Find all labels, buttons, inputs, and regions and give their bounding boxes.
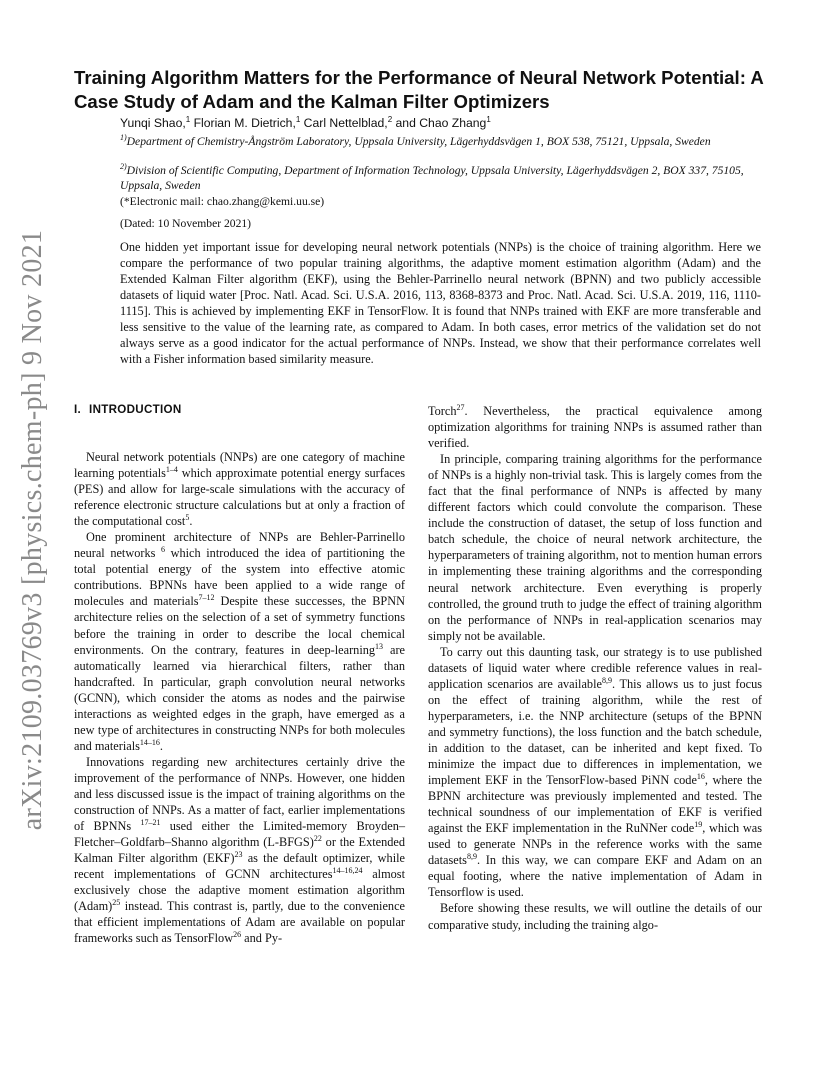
body-paragraph bbox=[428, 451, 762, 644]
author-list bbox=[120, 115, 491, 130]
paragraph-text: In principle, comparing training algorithms for the performance of NNPs is a highly non-trivial task. This is largely comes from the fact that the final performance of NNPs is affected by many different factors which could convolute the comparison. These include the construction of dataset, the setup of loss function and batch schedule, the choice of neural network architecture, the hyperparameters of training algorithm, not to mention human errors in implementing these training algorithms and the corresponding neural network architecture. Even everything is properly controlled, the ground truth to judge the effect of training algorithm on the performance of NNPs in real-application scenarios may simply not be available. bbox=[428, 452, 762, 643]
citation-superscript: 23 bbox=[234, 850, 243, 860]
author-affil-mark: 2 bbox=[387, 115, 393, 124]
abstract: One hidden yet important issue for developing neural network potentials (NNPs) is the choice of training algorithm. Here we compare the performance of two popular training algorithms, the adaptive moment estimation algorithm (Adam) and the Extended Kalman Filter algorithm (EKF), using the Behler-Parrinello neural network (BPNN) and two publicly accessible datasets of liquid water [Proc. Natl. Acad. Sci. U.S.A. 2016, 113, 8368-8373 and Proc. Natl. Acad. Sci. U.S.A. 2019, 116, 1110-1115]. This is achieved by implementing EKF in TensorFlow. It is found that NNPs trained with EKF are more transferable and less sensitive to the value of the learning rate, as compared to Adam. In both cases, error metrics of the validation set do not always serve as a good indicator for the actual performance of NNPs. Instead, we show that their performance correlates well with a Fisher information based similarity measure. bbox=[120, 240, 761, 366]
citation-superscript: 19 bbox=[694, 820, 703, 830]
arxiv-identifier-stamp bbox=[12, 229, 54, 831]
citation-superscript: 13 bbox=[375, 641, 384, 651]
paragraph-text: , which was used to generate NNPs in the reference works with the same datasets bbox=[428, 821, 762, 868]
body-paragraph bbox=[428, 403, 762, 451]
left-column-body bbox=[74, 449, 405, 946]
author-affil-mark: 1 bbox=[185, 115, 191, 124]
corresponding-email: (*Electronic mail: chao.zhang@kemi.uu.se) bbox=[120, 195, 325, 208]
paper-title: Training Algorithm Matters for the Performance of Neural Network Potential: A Case Study of Adam and the Kalman Filter Optimizers bbox=[74, 67, 764, 112]
paragraph-text: which introduced the idea of partitioning the total potential energy of the system into effective atomic contributions. BPNNs have been applied to a wide range of molecules and materials bbox=[74, 546, 405, 609]
body-paragraph bbox=[428, 644, 762, 901]
right-column-body bbox=[428, 403, 762, 933]
citation-superscript: 16 bbox=[696, 771, 705, 781]
paragraph-text: To carry out this daunting task, our strategy is to use published datasets of liquid water where credible reference values in real-application scenarios are available bbox=[428, 644, 762, 691]
section-heading bbox=[74, 402, 405, 418]
body-paragraph bbox=[428, 900, 762, 932]
paragraph-text: Neural network potentials (NNPs) are one category of machine learning potentials bbox=[74, 450, 405, 481]
affiliation-mark: 2) bbox=[120, 162, 127, 171]
citation-superscript: 8,9 bbox=[466, 852, 477, 862]
affiliation-text: Division of Scientific Computing, Department of Information Technology, Uppsala University, Lägerhyddsvägen 2, BOX 337, 75105, Uppsala, Sweden bbox=[120, 163, 744, 193]
citation-superscript: 17–21 bbox=[140, 817, 161, 827]
paragraph-text: . Nevertheless, the practical equivalence among optimization algorithms for training NNPs is assumed rather than verified. bbox=[428, 404, 762, 451]
author-name: and Chao Zhang bbox=[392, 116, 487, 131]
paragraph-text: which approximate potential energy surfaces (PES) and allow for large-scale simulations with the accuracy of reference electronic structure calculations but at only a fraction of the computational cost bbox=[74, 466, 405, 529]
citation-superscript: 1–4 bbox=[165, 464, 178, 474]
affiliation-2 bbox=[120, 159, 770, 194]
paragraph-text: Torch bbox=[428, 404, 457, 418]
paragraph-text: and Py- bbox=[241, 931, 283, 946]
paragraph-text: . bbox=[159, 738, 163, 753]
paragraph-text: almost exclusively chose the adaptive moment estimation algorithm (Adam) bbox=[74, 867, 405, 914]
paragraph-text: Innovations regarding new architectures certainly drive the improvement of the performance of NNPs. However, one hidden and less discussed issue is the impact of training algorithms on the construction of NNPs. As a matter of fact, earlier implementations of BPNNs bbox=[74, 754, 405, 834]
citation-superscript: 26 bbox=[233, 930, 242, 940]
affiliation-1 bbox=[120, 130, 770, 149]
citation-superscript: 27 bbox=[456, 402, 465, 412]
paragraph-text: used either the Limited-memory Broyden–Fletcher–Goldfarb–Shanno algorithm (L-BFGS) bbox=[74, 819, 405, 850]
author-affil-mark: 1 bbox=[486, 115, 491, 124]
paragraph-text: as the default optimizer, while recent implementations of GCNN architectures bbox=[74, 851, 405, 882]
citation-superscript: 6 bbox=[161, 545, 166, 555]
body-paragraph bbox=[74, 449, 405, 529]
paragraph-text: instead. This contrast is, partly, due to the convenience that efficient implementations of Adam are available on popular frameworks such as TensorFlow bbox=[74, 899, 405, 946]
author-affil-mark: 1 bbox=[295, 115, 301, 124]
paragraph-text: . In this way, we can compare EKF and Adam on an equal footing, where the native implementation of Adam in Tensorflow is used. bbox=[428, 853, 762, 900]
paragraph-text: One prominent architecture of NNPs are Behler-Parrinello neural networks bbox=[74, 530, 405, 561]
paragraph-text: . bbox=[189, 514, 193, 529]
paragraph-text: Before showing these results, we will outline the details of our comparative study, including the training algo- bbox=[428, 901, 762, 932]
section-title: INTRODUCTION bbox=[89, 403, 182, 416]
citation-superscript: 5 bbox=[185, 513, 190, 523]
left-column bbox=[74, 402, 405, 946]
date-line: (Dated: 10 November 2021) bbox=[120, 217, 252, 230]
body-paragraph bbox=[74, 529, 405, 754]
citation-superscript: 8,9 bbox=[601, 675, 612, 685]
author-name: Florian M. Dietrich, bbox=[190, 116, 296, 131]
citation-superscript: 22 bbox=[313, 834, 322, 844]
author-name: Yunqi Shao, bbox=[120, 116, 186, 131]
citation-superscript: 14–16 bbox=[139, 737, 160, 747]
right-column bbox=[428, 403, 762, 933]
affiliation-mark: 1) bbox=[120, 133, 127, 142]
paragraph-text: Despite these successes, the BPNN architecture relies on the selection of a set of symmetry functions before the training in order to describe the local chemical environments. On the contrary, features in deep-learning bbox=[74, 594, 405, 657]
section-number: I. bbox=[74, 403, 82, 416]
author-name: Carl Nettelblad, bbox=[300, 116, 388, 131]
paragraph-text: , where the BPNN architecture was previously implemented and tested. The technical soundness of our implementation of EKF is verified against the EKF implementation in the RuNNer code bbox=[428, 773, 763, 836]
citation-superscript: 25 bbox=[112, 898, 121, 908]
body-paragraph bbox=[74, 754, 405, 947]
citation-superscript: 14–16,24 bbox=[332, 866, 363, 876]
arxiv-id-text: arXiv:2109.03769v3 [physics.chem-ph] 9 Nov 2021 bbox=[17, 229, 48, 831]
affiliation-text: Department of Chemistry-Ångström Laboratory, Uppsala University, Lägerhyddsvägen 1, BOX 538, 75121, Uppsala, Sweden bbox=[126, 134, 711, 148]
citation-superscript: 7–12 bbox=[198, 593, 215, 603]
paragraph-text: . This allows us to just focus on the effect of training algorithm, while the rest of hyperparameters, i.e. the NNP architecture (setups of the BPNN and symmetry functions), the loss function and the batch schedule, in addition to the dataset, can be inherited and kept fixed. To minimize the impact due to differences in implementation, we implement EKF in the TensorFlow-based PiNN code bbox=[428, 676, 763, 788]
paragraph-text: are automatically learned via hierarchical filters, rather than handcrafted. In particular, graph convolution neural networks (GCNN), which consider the atoms as nodes and the pairwise interactions as weighted edges in the graph, have emerged as a new type of architectures in constructing NNPs for both molecules and materials bbox=[74, 642, 406, 753]
paragraph-text: or the Extended Kalman Filter algorithm (EKF) bbox=[74, 835, 405, 866]
